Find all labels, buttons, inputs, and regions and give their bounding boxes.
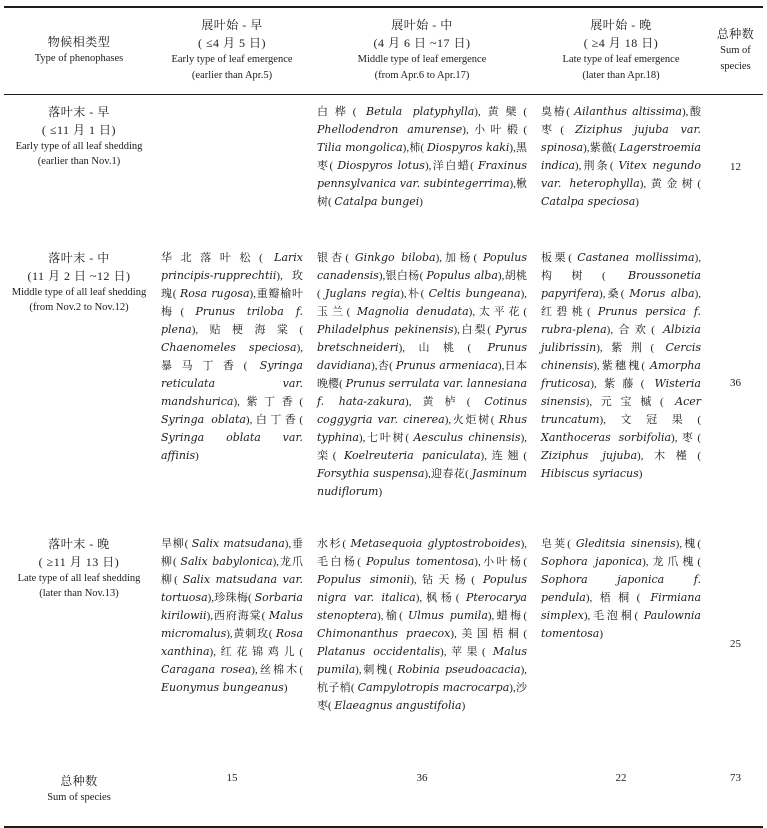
table-row <box>4 241 763 527</box>
footer-sum-late: 22 <box>615 771 627 784</box>
header-early-date: ( ≤4 月 5 日) <box>197 36 267 50</box>
header-late-emergence <box>534 7 708 94</box>
row-label-date: (11 月 2 日 ~12 日) <box>27 268 131 283</box>
species-cell-late: 板栗( Castanea mollissima),构树( Broussonetia papyrifera),桑( Morus alba),红碧桃( Prunus persica f. rubra-plena),合欢( Albizia julibrissin),紫荆( Cercis chinensis),紫穗槐( Amorpha fruticosa),紫藤( Wisteria sinensis),元宝槭( Acer truncatum),文冠果( Xanthoceras sorbifolia),枣( Ziziphus jujuba),木槿( Hibiscus syriacus) <box>541 250 701 481</box>
footer-label <box>4 763 154 827</box>
header-phenophase-cn: 物候相类型 <box>47 34 111 49</box>
species-cell-early: 华北落叶松( Larix principis-rupprechtii),玫瑰( Rosa rugosa),重瓣榆叶梅( Prunus triloba f. plena),贴梗海棠( Chaenomeles speciosa),暴马丁香( Syringa reticulata var. mandshurica),紫丁香( Syringa oblata),白丁香( Syringa oblata var. affinis) <box>161 250 303 463</box>
row-sum: 25 <box>730 637 741 650</box>
row-label-en: Middle type of all leaf shedding <box>11 286 147 298</box>
header-early-emergence <box>154 7 310 94</box>
species-cell-middle: 白桦( Betula platyphylla),黄檗( Phellodendron amurense),小叶椴( Tilia mongolica),柿( Diospyros kaki),黑枣( Diospyros lotus),洋白蜡( Fraxinus pennsylvanica var. subintegerrima),楸树( Catalpa bungei) <box>317 104 527 208</box>
table-footer <box>4 763 763 827</box>
table-body <box>4 94 763 763</box>
species-cell-late: 皂荚( Gleditsia sinensis),槐( Sophora japonica),龙爪槐( Sophora japonica f. pendula),梧桐( Firmiana simplex),毛泡桐( Paulownia tomentosa) <box>541 536 701 640</box>
row-label-range: (later than Nov.13) <box>39 588 119 600</box>
header-middle-range: (from Apr.6 to Apr.17) <box>374 69 470 81</box>
row-label-en: Late type of all leaf shedding <box>17 572 141 584</box>
table-row <box>4 94 763 241</box>
row-label-date: ( ≥11 月 13 日) <box>38 554 120 569</box>
footer-sum-middle: 36 <box>416 771 428 784</box>
footer-sum-early: 15 <box>226 771 238 784</box>
row-label-cn: 落叶末 - 晚 <box>48 536 110 551</box>
footer-sum-total: 73 <box>730 771 741 784</box>
header-late-date: ( ≥4 月 18 日) <box>583 36 659 50</box>
species-cell-middle: 银杏( Ginkgo biloba),加杨( Populus canadensis),银白杨( Populus alba),胡桃( Juglans regia),朴( Celtis bungeana),玉兰( Magnolia denudata),太平花( Philadelphus pekinensis),白梨( Pyrus bretschneideri),山桃( Prunus davidiana),杏( Prunus armeniaca),日本晚樱( Prunus serrulata var. lannesiana f. hata-zakura),黄栌( Cotinus coggygria var. cinerea),火炬树( Rhus typhina),七叶树( Aesculus chinensis),栾( Koelreuteria paniculata),连翘( Forsythia suspensa),迎春花( Jasminum nudiflorum) <box>317 250 528 499</box>
header-early-range: (earlier than Apr.5) <box>191 69 273 81</box>
footer-row <box>4 763 763 827</box>
header-phenophase-type <box>4 7 154 94</box>
footer-label-en: Sum of species <box>47 791 111 803</box>
species-cell-early <box>154 94 310 241</box>
row-label-middle-shedding <box>4 241 154 527</box>
row-sum: 12 <box>730 160 741 173</box>
species-cell-early: 旱柳( Salix matsudana),垂柳( Salix babylonica),龙爪柳( Salix matsudana var. tortuosa),珍珠梅( Sorbaria kirilowii),西府海棠( Malus micromalus),黄刺玫( Rosa xanthina),红花锦鸡儿( Caragana rosea),丝棉木( Euonymus bungeanus) <box>161 536 303 694</box>
species-cell-middle: 水杉( Metasequoia glyptostroboides),毛白杨( Populus tomentosa),小叶杨( Populus simonii),钻天杨( Populus nigra var. italica),枫杨( Pterocarya stenoptera),榆( Ulmus pumila),蜡梅( Chimonanthus praecox),美国梧桐( Platanus occidentalis),苹果( Malus pumila),刺槐( Robinia pseudoacacia),杭子梢( Campylotropis macrocarpa),沙枣( Elaeagnus angustifolia) <box>317 536 528 712</box>
header-middle-cn: 展叶始 - 中 <box>391 18 453 32</box>
row-label-en: Early type of all leaf shedding <box>15 140 143 152</box>
row-label-range: (earlier than Nov.1) <box>37 156 121 168</box>
row-label-early-shedding <box>4 94 154 241</box>
footer-label-cn: 总种数 <box>60 773 98 788</box>
header-sum <box>708 7 763 94</box>
header-middle-emergence <box>310 7 534 94</box>
header-late-en: Late type of leaf emergence <box>562 54 680 65</box>
row-sum: 36 <box>730 376 741 389</box>
header-middle-date: (4 月 6 日 ~17 日) <box>373 36 471 50</box>
row-label-date: ( ≤11 月 1 日) <box>41 122 117 137</box>
header-sum-en: Sum of species <box>720 45 751 72</box>
header-late-range: (later than Apr.18) <box>582 69 660 81</box>
header-early-en: Early type of leaf emergence <box>171 54 293 65</box>
row-label-cn: 落叶末 - 早 <box>48 104 110 119</box>
row-label-late-shedding <box>4 527 154 763</box>
row-label-cn: 落叶末 - 中 <box>48 250 110 265</box>
header-sum-cn: 总种数 <box>716 27 755 41</box>
header-early-cn: 展叶始 - 早 <box>201 18 263 32</box>
table-header <box>4 7 763 94</box>
header-middle-en: Middle type of leaf emergence <box>357 54 487 65</box>
table-row <box>4 527 763 763</box>
species-cell-late: 臭椿( Ailanthus altissima),酸枣( Ziziphus jujuba var. spinosa),紫薇( Lagerstroemia indica),荆条( Vitex negundo var. heterophylla),黄金树( Catalpa speciosa) <box>541 104 702 208</box>
row-label-range: (from Nov.2 to Nov.12) <box>29 302 129 314</box>
header-late-cn: 展叶始 - 晚 <box>590 18 652 32</box>
header-phenophase-en: Type of phenophases <box>34 52 124 64</box>
phenophase-table <box>4 6 763 828</box>
